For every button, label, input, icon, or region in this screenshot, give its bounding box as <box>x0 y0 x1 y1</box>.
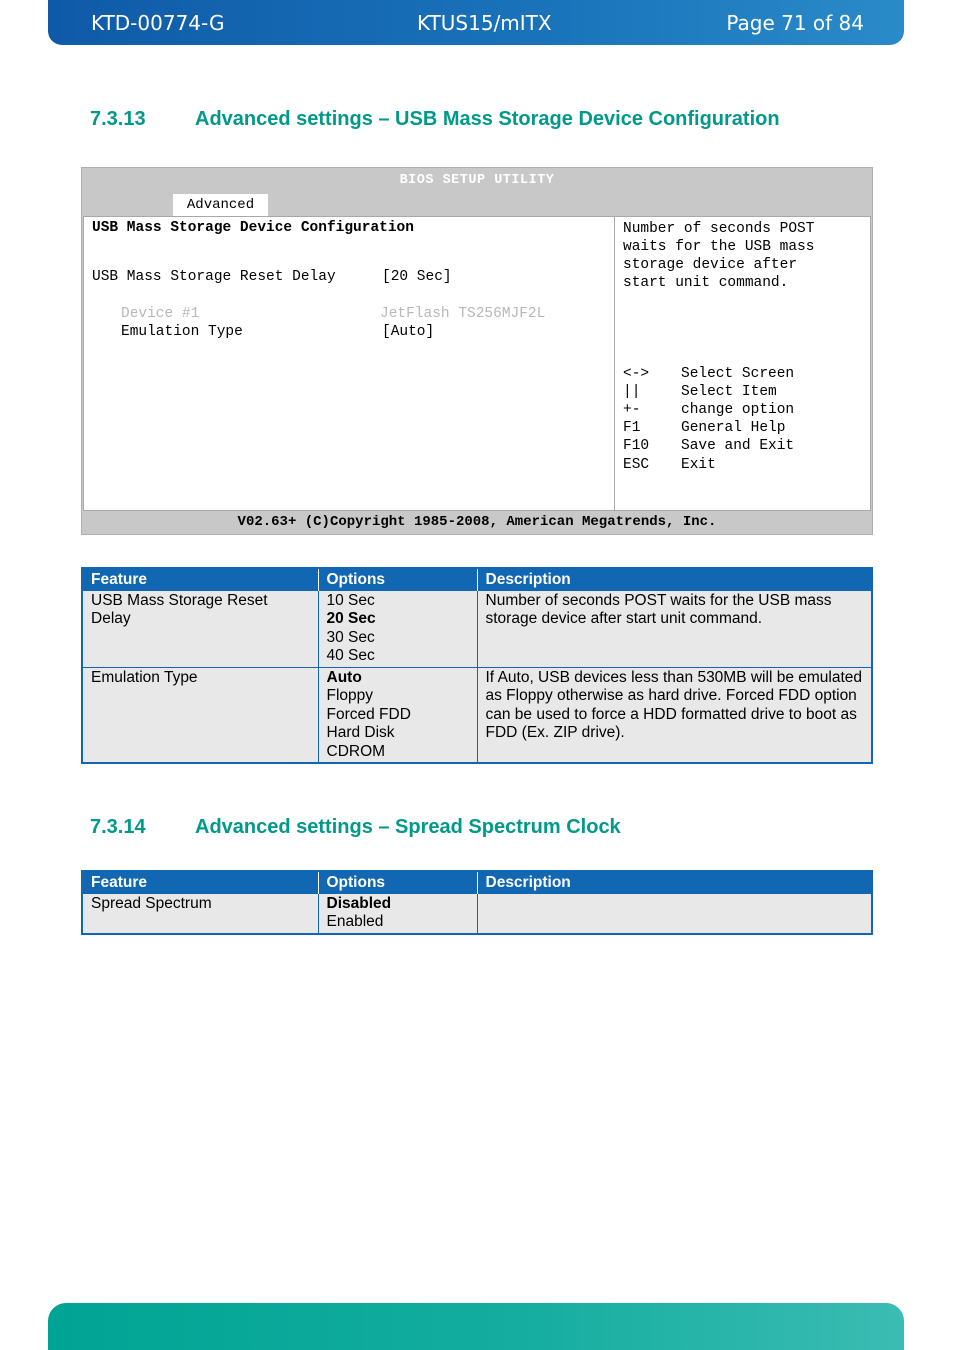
section-number: 7.3.14 <box>90 816 146 838</box>
option-value: Hard Disk <box>326 724 395 741</box>
page-number: Page 71 of 84 <box>726 11 864 35</box>
key-legend-key: F1 <box>623 420 641 436</box>
table-row <box>82 590 872 667</box>
emulation-type-label[interactable]: Emulation Type <box>121 324 243 340</box>
option-value: 30 Sec <box>326 628 375 646</box>
key-legend-action: General Help <box>681 420 786 436</box>
option-value-default: Disabled <box>326 894 392 912</box>
description-cell: If Auto, USB devices less than 530MB will be emulated as Floppy otherwise as hard drive. Forced FDD option can be used to force a HDD formatted drive to boot as FDD (Ex. ZIP drive). <box>477 667 872 763</box>
key-legend-key: <-> <box>623 366 650 382</box>
table-row <box>82 893 872 934</box>
section-number: 7.3.13 <box>90 108 146 130</box>
bios-heading: USB Mass Storage Device Configuration <box>92 220 414 236</box>
key-legend-action: change option <box>681 402 795 418</box>
option-value: Floppy <box>326 687 374 704</box>
device-label: Device #1 <box>121 306 200 322</box>
column-header-options: Options <box>318 871 477 893</box>
usb-settings-table <box>81 567 873 764</box>
column-header-feature: Feature <box>82 871 318 893</box>
description-cell <box>477 893 872 934</box>
table-row <box>82 667 872 763</box>
key-legend-key: F10 <box>623 438 650 454</box>
key-legend-key: || <box>623 384 641 400</box>
feature-cell: Spread Spectrum <box>82 893 318 934</box>
help-line: Number of seconds POST <box>623 221 815 237</box>
option-value: CDROM <box>326 742 386 760</box>
option-value: Forced FDD <box>326 705 411 723</box>
bios-panel-divider <box>614 217 615 510</box>
key-legend-action: Save and Exit <box>681 438 795 454</box>
reset-delay-value[interactable]: [20 Sec] <box>382 269 452 285</box>
column-header-description: Description <box>477 568 872 590</box>
doc-number: KTD-00774-G <box>91 11 225 35</box>
page-header <box>48 0 904 45</box>
key-legend-action: Select Screen <box>681 366 795 382</box>
option-value: 10 Sec <box>326 591 375 609</box>
key-legend-action: Exit <box>681 457 716 473</box>
key-legend-key: +- <box>623 402 641 418</box>
option-value: 40 Sec <box>326 647 375 664</box>
option-value: Enabled <box>326 913 384 930</box>
help-line: start unit command. <box>623 275 789 291</box>
feature-cell: Emulation Type <box>82 667 318 763</box>
bios-tab-advanced[interactable]: Advanced <box>173 194 268 217</box>
feature-cell: USB Mass Storage Reset Delay <box>82 590 318 667</box>
page-footer-band <box>48 1303 904 1350</box>
option-value-default: Auto <box>326 668 362 686</box>
section-title: Advanced settings – USB Mass Storage Device Configuration <box>195 108 780 130</box>
help-line: storage device after <box>623 257 798 273</box>
column-header-feature: Feature <box>82 568 318 590</box>
help-line: waits for the USB mass <box>623 239 815 255</box>
device-value: JetFlash TS256MJF2L <box>380 306 546 322</box>
section-heading-usb-mass-storage <box>90 108 780 131</box>
options-cell <box>318 893 477 934</box>
spread-spectrum-table <box>81 870 873 935</box>
bios-panel <box>83 216 871 511</box>
options-cell <box>318 667 477 763</box>
section-heading-spread-spectrum <box>90 816 621 839</box>
emulation-type-value[interactable]: [Auto] <box>382 324 435 340</box>
key-legend-key: ESC <box>623 457 650 473</box>
bios-title: BIOS SETUP UTILITY <box>399 173 555 188</box>
table-header-row <box>82 568 872 590</box>
table-header-row <box>82 871 872 893</box>
key-legend-action: Select Item <box>681 384 777 400</box>
column-header-options: Options <box>318 568 477 590</box>
bios-screen <box>81 167 873 535</box>
reset-delay-label[interactable]: USB Mass Storage Reset Delay <box>92 269 336 285</box>
description-cell: Number of seconds POST waits for the USB mass storage device after start unit command. <box>477 590 872 667</box>
option-value-default: 20 Sec <box>326 610 376 627</box>
bios-copyright: V02.63+ (C)Copyright 1985-2008, American Megatrends, Inc. <box>237 514 717 530</box>
column-header-description: Description <box>477 871 872 893</box>
section-title: Advanced settings – Spread Spectrum Clock <box>195 816 621 838</box>
product-name: KTUS15/mITX <box>417 11 552 35</box>
options-cell <box>318 590 477 667</box>
